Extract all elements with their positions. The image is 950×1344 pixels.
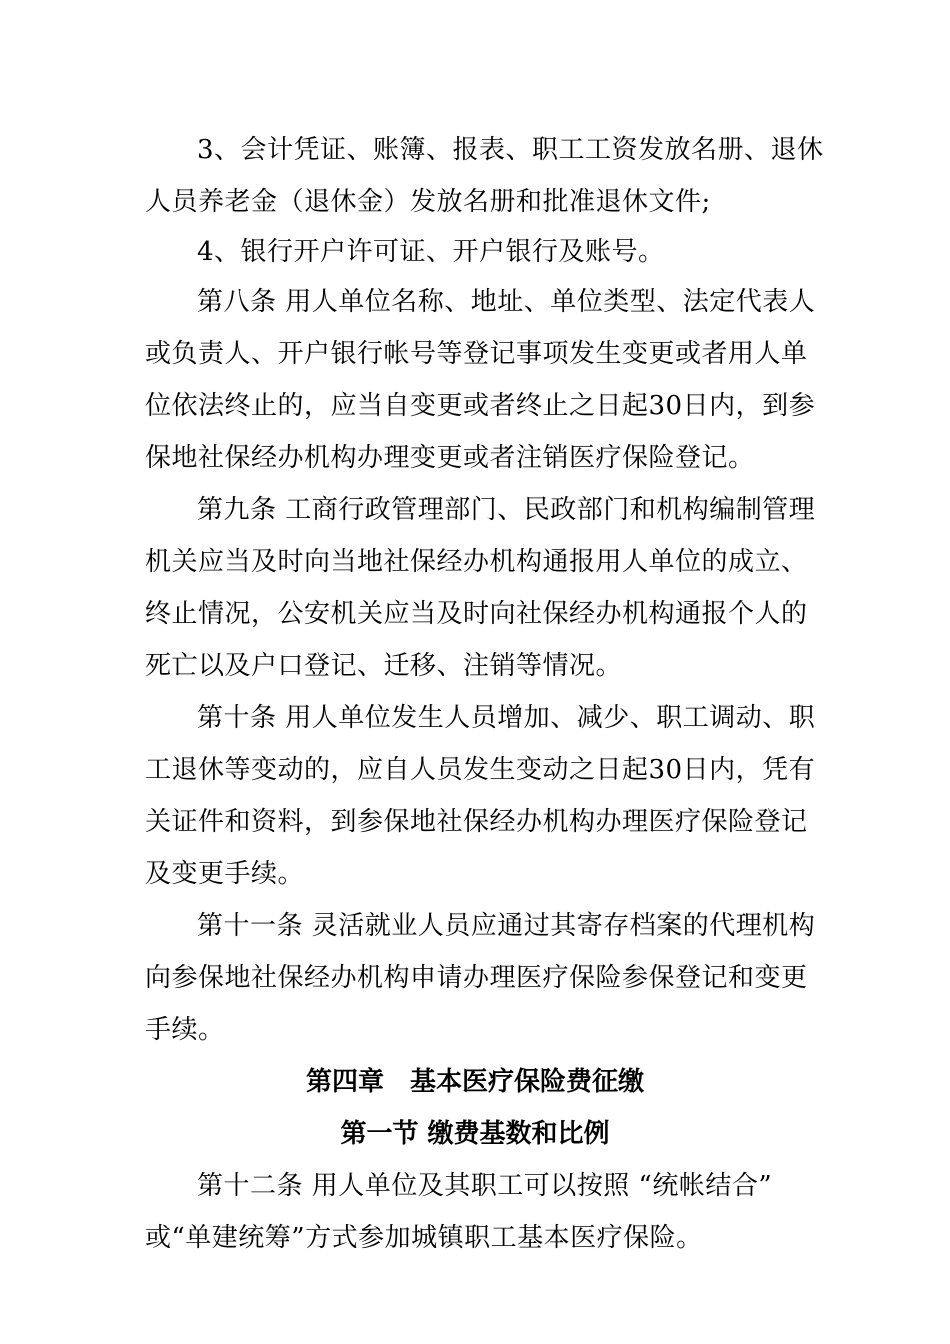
paragraph-line: 或负责人、开户银行帐号等登记事项发生变更或者用人单 [145, 339, 808, 369]
paragraph-line: 4、银行开户许可证、开户银行及账号。 [197, 237, 665, 267]
paragraph-line: 关证件和资料，到参保地社保经办机构办理医疗保险登记 [145, 807, 808, 837]
paragraph-line: 手续。 [145, 1015, 225, 1045]
paragraph-line: 及变更手续。 [145, 859, 305, 889]
paragraph-line: 工退休等变动的，应自人员发生变动之日起30日内，凭有 [145, 755, 816, 785]
article-8-line: 第八条 用人单位名称、地址、单位类型、法定代表人 [197, 287, 816, 317]
paragraph-line: 向参保地社保经办机构申请办理医疗保险参保登记和变更 [145, 963, 808, 993]
paragraph-line: 死亡以及户口登记、迁移、注销等情况。 [145, 651, 623, 681]
paragraph-line: 终止情况，公安机关应当及时向社保经办机构通报个人的 [145, 599, 808, 629]
paragraph-line: 保地社保经办机构办理变更或者注销医疗保险登记。 [145, 443, 755, 473]
paragraph-line: 人员养老金（退休金）发放名册和批准退休文件; [145, 187, 711, 217]
section-heading: 第一节 缴费基数和比例 [340, 1119, 610, 1149]
article-10-line: 第十条 用人单位发生人员增加、减少、职工调动、职 [197, 703, 816, 733]
paragraph-line: 3、会计凭证、账簿、报表、职工工资发放名册、退休 [197, 135, 824, 165]
article-9-line: 第九条 工商行政管理部门、民政部门和机构编制管理 [197, 495, 816, 525]
article-12-line: 第十二条 用人单位及其职工可以按照 “统帐结合” [197, 1171, 773, 1201]
paragraph-line: 或“单建统筹”方式参加城镇职工基本医疗保险。 [145, 1223, 703, 1253]
article-11-line: 第十一条 灵活就业人员应通过其寄存档案的代理机构 [197, 911, 816, 941]
chapter-heading: 第四章 基本医疗保险费征缴 [305, 1067, 644, 1097]
paragraph-line: 机关应当及时向当地社保经办机构通报用人单位的成立、 [145, 547, 808, 577]
paragraph-line: 位依法终止的，应当自变更或者终止之日起30日内，到参 [145, 391, 816, 421]
